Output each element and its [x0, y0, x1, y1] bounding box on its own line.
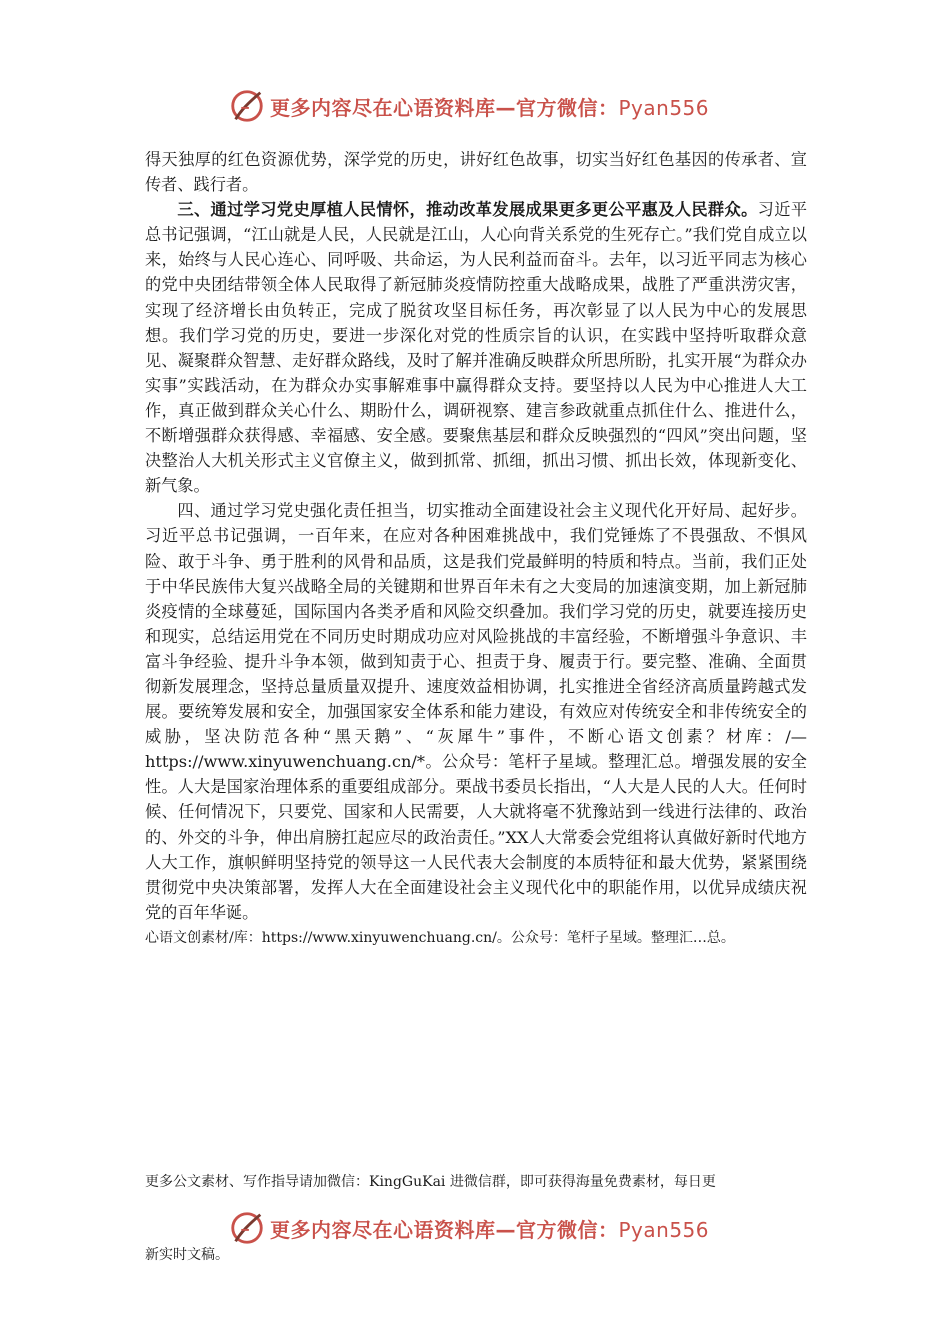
paragraph-1: 得天独厚的红色资源优势，深学党的历史，讲好红色故事，切实当好红色基因的传承者、宣传者、践行者。 — [145, 150, 807, 195]
watermark-text: 更多内容尽在心语资料库—官方微信：Pyan556 — [270, 95, 710, 120]
brush-logo-icon — [228, 87, 266, 125]
paragraph-3: 四、通过学习党史强化责任担当，切实推动全面建设社会主义现代化开好局、起好步。习近平总书记强调，一百年来，在应对各种困难挑战中，我们党锤炼了不畏强敌、不惧风险、敢于斗争、勇于胜利的风骨和品质，这是我们党最鲜明的特质和特点。当前，我们正处于中华民族伟大复兴战略全局的关键期和世界百年未有之大变局的加速演变期，加上新冠肺炎疫情的全球蔓延，国际国内各类矛盾和风险交织叠加。我们学习党的历史，就要连接历史和现实，总结运用党在不同历史时期成功应对风险挑战的丰富经验，不断增强斗争意识、丰富斗争经验、提升斗争本领，做到知责于心、担责于身、履责于行。要完整、准确、全面贯彻新发展理念，坚持总量质量双提升、速度效益相协调，扎实推进全省经济高质量跨越式发展。要统筹发展和安全，加强国家安全体系和能力建设，有效应对传统安全和非传统安全的威胁，坚决防范各种“黑天鹅”、“灰犀牛”事件，不断心语文创素？材库：/—https://www.xinyuwenchuang.cn/*。公众号：笔杆子星域。整理汇总。增强发展的安全性。人大是国家治理体系的重要组成部分。栗战书委员长指出，“人大是人民的人大。任何时候、任何情况下，只要党、国家和人民需要，人大就将毫不犹豫站到一线进行法律的、政治的、外交的斗争，伸出肩膀扛起应尽的政治责任。”XX人大常委会党组将认真做好新时代地方人大工作，旗帜鲜明坚持党的领导这一人民代表大会制度的本质特征和最大优势，紧紧围绕贯彻党中央决策部署，发挥人大在全面建设社会主义现代化中的职能作用，以优异成绩庆祝党的百年华诞。 — [145, 501, 807, 922]
document-body — [145, 147, 807, 949]
watermark-text: 更多内容尽在心语资料库—官方微信：Pyan556 — [270, 1217, 710, 1242]
watermark-banner-bottom — [228, 1208, 728, 1248]
promo-line-1: 更多公文素材、写作指导请加微信：KingGuKai 进微信群，即可获得海量免费素材，每日更 — [145, 1174, 716, 1190]
paragraph-2-heading: 三、通过学习党史厚植人民情怀，推动改革发展成果更多更公平惠及人民群众。 — [177, 200, 758, 220]
brush-logo-icon — [228, 1209, 266, 1247]
paragraph-2-body: 习近平总书记强调，“江山就是人民，人民就是江山，人心向背关系党的生死存亡。”我们党自成立以来，始终与人民心连心、同呼吸、共命运，为人民利益而奋斗。去年，以习近平同志为核心的党中央团结带领全体人民取得了新冠肺炎疫情防控重大战略成果，战胜了严重洪涝灾害，实现了经济增长由负转正，完成了脱贫攻坚目标任务，再次彰显了以人民为中心的发展思想。我们学习党的历史，要进一步深化对党的性质宗旨的认识，在实践中坚持听取群众意见、凝聚群众智慧、走好群众路线，及时了解并准确反映群众所思所盼，扎实开展“为群众办实事”实践活动，在为群众办实事解难事中赢得群众支持。要坚持以人民为中心推进人大工作，真正做到群众关心什么、期盼什么，调研视察、建言参政就重点抓住什么、推进什么，不断增强群众获得感、幸福感、安全感。要聚焦基层和群众反映强烈的“四风”突出问题，坚决整治人大机关形式主义官僚主义，做到抓常、抓细，抓出习惯、抓出长效，体现新变化、新气象。 — [145, 200, 808, 496]
paragraph-2 — [145, 197, 807, 498]
promo-line-2: 新实时文稿。 — [145, 1247, 229, 1263]
source-line: 心语文创素材/库：https://www.xinyuwenchuang.cn/。公众号：笔杆子星域。整理汇…总。 — [145, 929, 735, 946]
watermark-banner-top — [228, 86, 728, 126]
